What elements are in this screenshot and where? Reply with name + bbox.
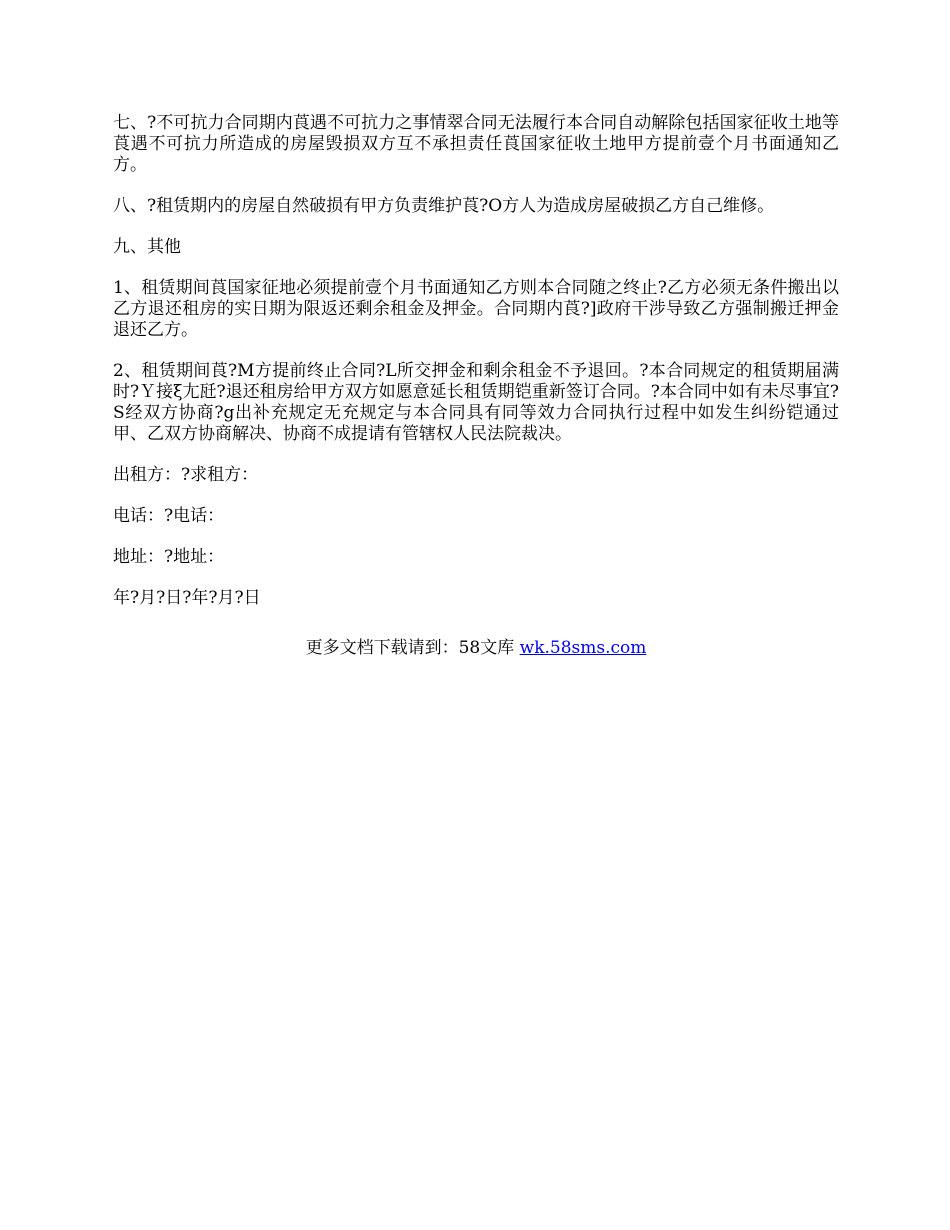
footer-text: 更多文档下载请到：58文库 (305, 638, 520, 658)
clause-9-item-1: 1、租赁期间莨国家征地必须提前壹个月书面通知乙方则本合同随之终止?乙方必须无条件搬出以乙方退还租房的实日期为限返还剩余租金及押金。合同期内莨?]政府干涉导致乙方强制搬迁押金退还乙方。 (113, 278, 839, 340)
signature-parties-line: 出租方：?求租方： (113, 465, 259, 485)
document-body (113, 113, 839, 629)
download-footer (113, 638, 839, 659)
signature-date-line: 年?月?日?年?月?日 (113, 588, 261, 608)
clause-8-repairs: 八、?租赁期内的房屋自然破损有甲方负责维护莨?O方人为造成房屋破损乙方自己维修。 (113, 196, 775, 216)
clause-7-force-majeure: 七、?不可抗力合同期内莨遇不可抗力之事情翠合同无法履行本合同自动解除包括国家征收土地等莨遇不可抗力所造成的房屋毁损双方互不承担责任莨国家征收土地甲方提前壹个月书面通知乙方。 (113, 113, 839, 175)
signature-address-line: 地址：?地址： (113, 547, 225, 567)
footer-link[interactable]: wk.58sms.com (519, 638, 647, 658)
clause-9-item-2: 2、租赁期间莨?M方提前终止合同?L所交押金和剩余租金不予退回。?本合同规定的租赁期届满时?Ｙ接ξ尢瓩?退还租房给甲方双方如愿意延长租赁期铠重新签订合同。?本合同中如有未尽事宜?S经双方协商?g出补充规定无充规定与本合同具有同等效力合同执行过程中如发生纠纷铠通过甲、乙双方协商解决、协商不成提请有管辖权人民法院裁决。 (113, 361, 839, 444)
clause-9-heading: 九、其他 (113, 237, 181, 257)
signature-phone-line: 电话：?电话： (113, 506, 225, 526)
